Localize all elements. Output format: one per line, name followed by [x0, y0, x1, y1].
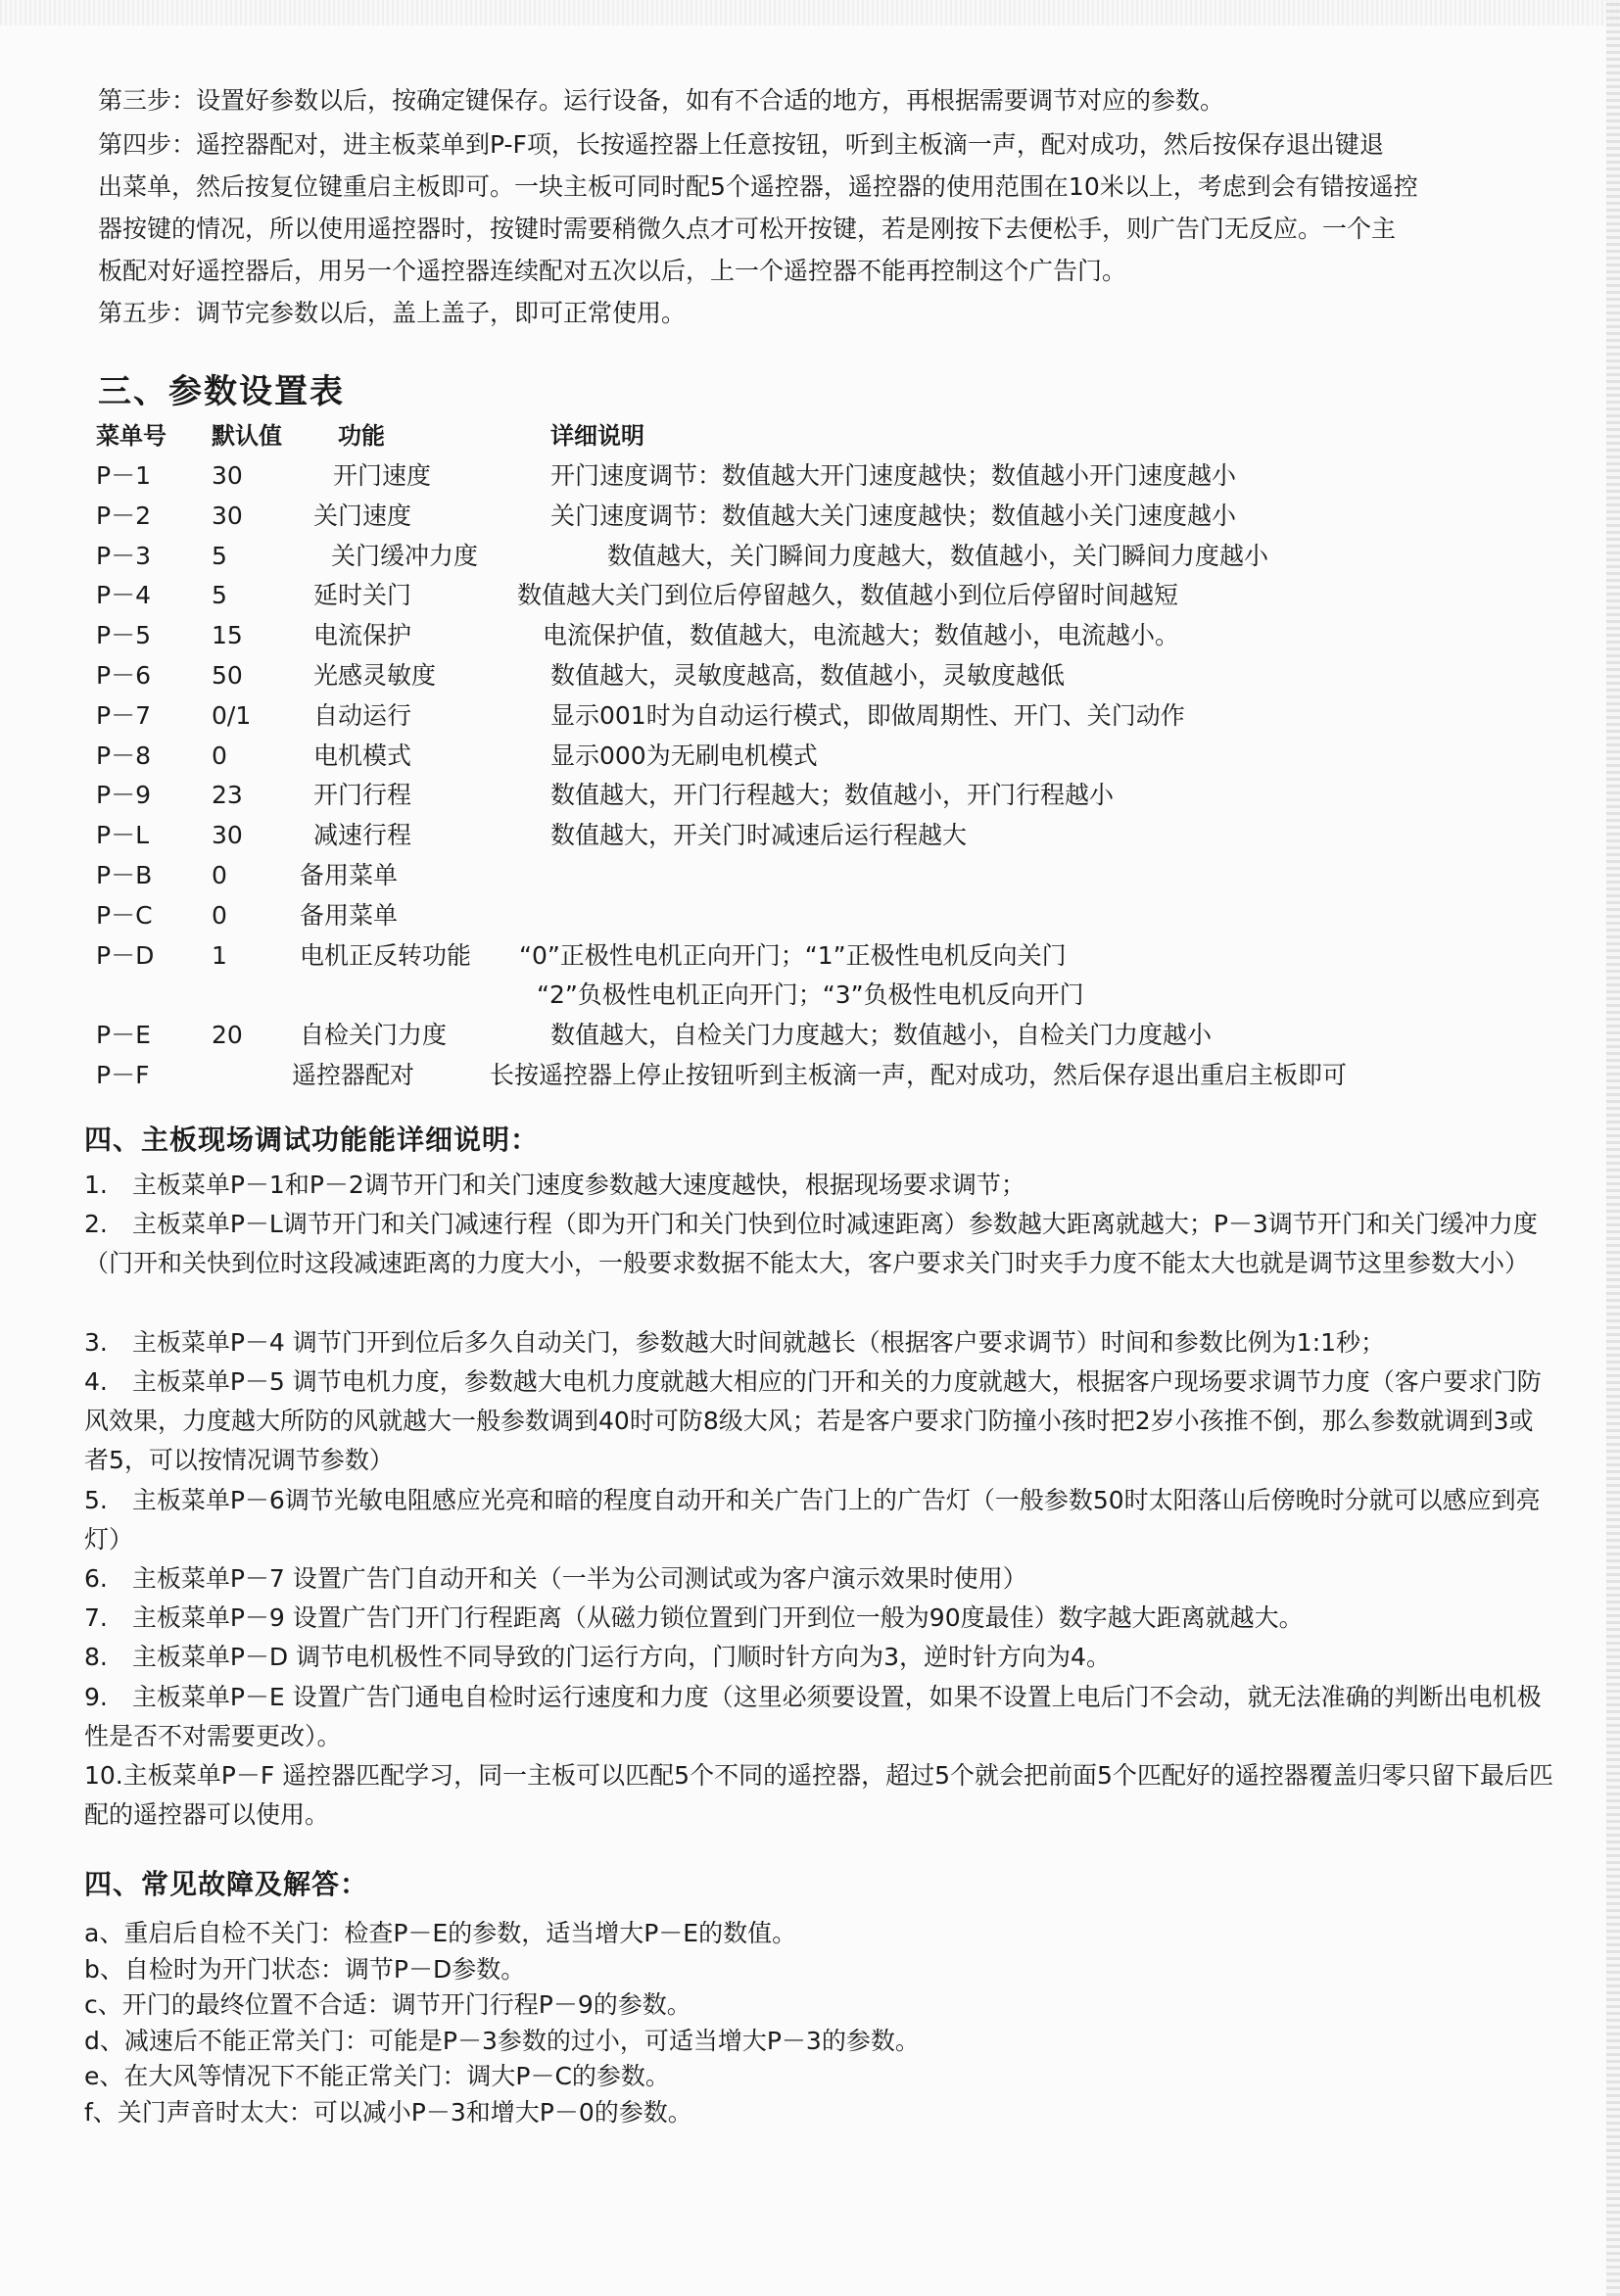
debug-section-title: 四、主板现场调试功能能详细说明： — [84, 1124, 540, 1156]
detail-cell: “2”负极性电机正向开门；“3”负极性电机反向开门 — [537, 981, 1084, 1010]
detail-cell: 电流保护值，数值越大，电流越大；数值越小，电流越小。 — [543, 621, 1180, 650]
menu-cell: P－6 — [96, 661, 151, 690]
step-four-line-4: 板配对好遥控器后，用另一个遥控器连续配对五次以后，上一个遥控器不能再控制这个广告门。 — [98, 257, 1127, 285]
debug-item: 2. 主板菜单P－L调节开门和关门减速行程（即为开门和关门快到位时减速距离）参数越大距离就越大；P－3调节开门和关门缓冲力度（门开和关快到位时这段减速距离的力度大小，一般要求数据不能太大，客户要求关门时夹手力度不能太大也就是调节这里参数大小） — [84, 1210, 1538, 1278]
debug-item: 8. 主板菜单P－D 调节电机极性不同导致的门运行方向，门顺时针方向为3，逆时针方向为4。 — [84, 1643, 1111, 1672]
debug-item: 10.主板菜单P－F 遥控器匹配学习，同一主板可以匹配5个不同的遥控器，超过5个就会把前面5个匹配好的遥控器覆盖归零只留下最后匹配的遥控器可以使用。 — [84, 1761, 1553, 1829]
debug-item: 5. 主板菜单P－6调节光敏电阻感应光亮和暗的程度自动开和关广告门上的广告灯（一般参数50时太阳落山后傍晚时分就可以感应到亮灯） — [84, 1485, 1541, 1554]
menu-cell: P－1 — [96, 461, 151, 490]
param-table-row — [0, 976, 1620, 1015]
debug-item: 7. 主板菜单P－9 设置广告门开门行程距离（从磁力锁位置到门开到位一般为90度最佳）数字越大距离就越大。 — [84, 1603, 1304, 1633]
param-table-row — [0, 616, 1620, 655]
param-table-header — [0, 416, 1620, 455]
scan-edge-right — [1606, 0, 1620, 2296]
param-table-row — [0, 456, 1620, 496]
faq-item: c、开门的最终位置不合适：调节开门行程P－9的参数。 — [84, 1990, 691, 2020]
header-default: 默认值 — [212, 422, 282, 450]
menu-cell: P－7 — [96, 700, 151, 730]
faq-section-title: 四、常见故障及解答： — [84, 1868, 369, 1900]
header-menu: 菜单号 — [96, 422, 167, 450]
default-cell: 1 — [212, 940, 227, 970]
param-table-row — [0, 936, 1620, 976]
faq-item: d、减速后不能正常关门：可能是P－3参数的过小，可适当增大P－3的参数。 — [84, 2026, 920, 2055]
default-cell: 5 — [212, 541, 227, 570]
param-table-row — [0, 1016, 1620, 1055]
param-table-row — [0, 737, 1620, 776]
default-cell: 15 — [212, 621, 243, 650]
header-function: 功能 — [338, 422, 385, 450]
scan-edge-top — [0, 0, 1620, 25]
menu-cell: P－5 — [96, 621, 151, 650]
function-cell: 电机模式 — [313, 741, 412, 770]
function-cell: 开门行程 — [313, 781, 412, 810]
menu-cell: P－C — [96, 900, 153, 930]
menu-cell: P－4 — [96, 581, 151, 610]
faq-item: e、在大风等情况下不能正常关门：调大P－C的参数。 — [84, 2062, 670, 2091]
faq-item: b、自检时为开门状态：调节P－D参数。 — [84, 1954, 526, 1984]
function-cell: 自检关门力度 — [300, 1021, 448, 1050]
default-cell: 30 — [212, 461, 243, 490]
faq-item: a、重启后自检不关门：检查P－E的参数，适当增大P－E的数值。 — [84, 1919, 797, 1947]
detail-cell: 数值越大，开门行程越大；数值越小，开门行程越小 — [550, 781, 1115, 810]
step-three: 第三步：设置好参数以后，按确定键保存。运行设备，如有不合适的地方，再根据需要调节对应的参数。 — [98, 86, 1225, 115]
function-cell: 减速行程 — [313, 821, 412, 850]
param-table-row — [0, 537, 1620, 576]
function-cell: 延时关门 — [313, 581, 412, 610]
default-cell: 23 — [212, 781, 243, 810]
detail-cell: 数值越大，关门瞬间力度越大，数值越小，关门瞬间力度越小 — [607, 541, 1269, 570]
debug-item: 1. 主板菜单P－1和P－2调节开门和关门速度参数越大速度越快，根据现场要求调节； — [84, 1171, 1025, 1199]
detail-cell: 数值越大关门到位后停留越久，数值越小到位后停留时间越短 — [517, 581, 1179, 610]
default-cell: 0 — [212, 861, 227, 889]
default-cell: 0/1 — [212, 700, 252, 730]
debug-item: 6. 主板菜单P－7 设置广告门自动开和关（一半为公司测试或为客户演示效果时使用） — [84, 1564, 1027, 1593]
step-four-line-1: 第四步：遥控器配对，进主板菜单到P-F项，长按遥控器上任意按钮，听到主板滴一声，配对成功，然后按保存退出键退 — [98, 130, 1384, 159]
detail-cell: 显示001时为自动运行模式，即做周期性、开门、关门动作 — [550, 700, 1185, 730]
function-cell: 关门缓冲力度 — [331, 541, 479, 570]
detail-cell: 开门速度调节：数值越大开门速度越快；数值越小开门速度越小 — [550, 461, 1237, 490]
detail-cell: 关门速度调节：数值越大关门速度越快；数值越小关门速度越小 — [550, 501, 1237, 530]
default-cell: 0 — [212, 741, 227, 770]
menu-cell: P－F — [96, 1061, 150, 1089]
param-table-row — [0, 816, 1620, 855]
default-cell: 30 — [212, 501, 243, 530]
detail-cell: 数值越大，开关门时减速后运行程越大 — [550, 821, 968, 850]
debug-item: 4. 主板菜单P－5 调节电机力度，参数越大电机力度就越大相应的门开和关的力度就越大，根据客户现场要求调节力度（客户要求门防风效果，力度越大所防的风就越大一般参数调到40时可防8级大风；若是客户要求门防撞小孩时把2岁小孩推不倒，那么参数就调到3或者5，可以按情况调节参数） — [84, 1367, 1542, 1474]
param-section-title: 三、参数设置表 — [98, 372, 345, 411]
param-table-row — [0, 497, 1620, 536]
menu-cell: P－D — [96, 940, 155, 970]
param-table-row — [0, 576, 1620, 615]
menu-cell: P－B — [96, 861, 153, 889]
param-table-row — [0, 896, 1620, 935]
function-cell: 电机正反转功能 — [300, 940, 472, 970]
default-cell: 50 — [212, 661, 243, 690]
debug-item: 3. 主板菜单P－4 调节门开到位后多久自动关门，参数越大时间就越长（根据客户要求调节）时间和参数比例为1:1秒； — [84, 1327, 1386, 1357]
param-table-row — [0, 656, 1620, 695]
function-cell: 光感灵敏度 — [313, 661, 437, 690]
default-cell: 20 — [212, 1021, 243, 1050]
step-four-line-3: 器按键的情况，所以使用遥控器时，按键时需要稍微久点才可松开按键，若是刚按下去便松手，则广告门无反应。一个主 — [98, 215, 1397, 243]
step-five: 第五步：调节完参数以后，盖上盖子，即可正常使用。 — [98, 299, 687, 327]
function-cell: 备用菜单 — [300, 900, 399, 930]
function-cell: 开门速度 — [333, 461, 432, 490]
detail-cell: 数值越大，灵敏度越高，数值越小，灵敏度越低 — [550, 661, 1066, 690]
step-four-line-2: 出菜单，然后按复位键重启主板即可。一块主板可同时配5个遥控器，遥控器的使用范围在10米以上，考虑到会有错按遥控 — [98, 172, 1418, 201]
function-cell: 备用菜单 — [300, 861, 399, 889]
faq-item: f、关门声音时太大：可以减小P－3和增大P－0的参数。 — [84, 2098, 692, 2127]
detail-cell: 数值越大，自检关门力度越大；数值越小，自检关门力度越小 — [550, 1021, 1213, 1050]
default-cell: 0 — [212, 900, 227, 930]
menu-cell: P－9 — [96, 781, 151, 810]
param-table-row — [0, 856, 1620, 895]
menu-cell: P－2 — [96, 501, 151, 530]
function-cell: 关门速度 — [313, 501, 412, 530]
detail-cell: 显示000为无刷电机模式 — [550, 741, 818, 770]
param-table-row — [0, 696, 1620, 736]
function-cell: 遥控器配对 — [292, 1061, 415, 1089]
function-cell: 自动运行 — [313, 700, 412, 730]
detail-cell: “0”正极性电机正向开门；“1”正极性电机反向关门 — [519, 940, 1067, 970]
menu-cell: P－3 — [96, 541, 151, 570]
param-table-row — [0, 1056, 1620, 1095]
default-cell: 30 — [212, 821, 243, 850]
menu-cell: P－8 — [96, 741, 151, 770]
header-detail: 详细说明 — [550, 422, 644, 450]
detail-cell: 长按遥控器上停止按钮听到主板滴一声，配对成功，然后保存退出重启主板即可 — [490, 1061, 1348, 1089]
param-table-row — [0, 776, 1620, 815]
debug-item: 9. 主板菜单P－E 设置广告门通电自检时运行速度和力度（这里必须要设置，如果不设置上电后门不会动，就无法准确的判断出电机极性是否不对需要更改）。 — [84, 1682, 1542, 1750]
menu-cell: P－L — [96, 821, 150, 850]
menu-cell: P－E — [96, 1021, 151, 1050]
default-cell: 5 — [212, 581, 227, 610]
function-cell: 电流保护 — [313, 621, 412, 650]
